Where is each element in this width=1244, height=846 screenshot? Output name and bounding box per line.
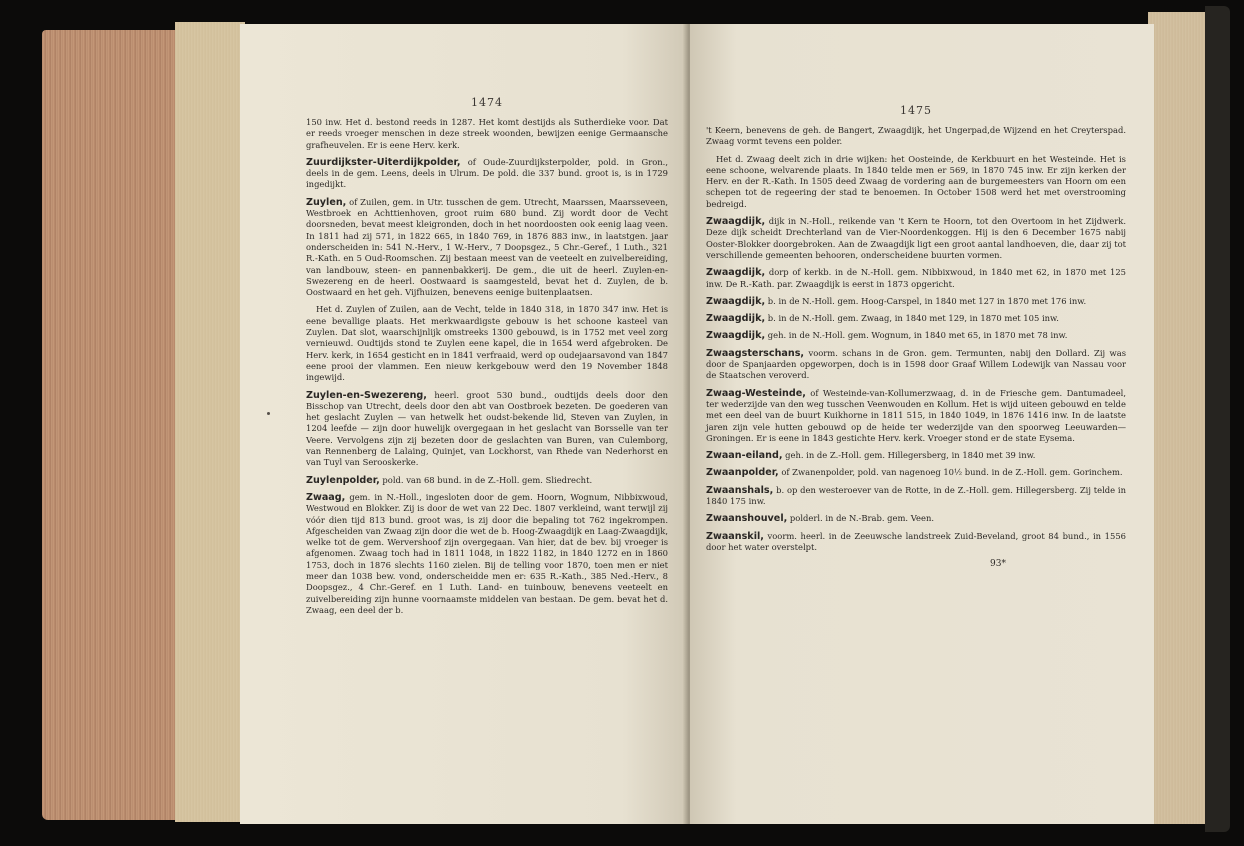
entry-headword: Zwaagsterschans, <box>706 347 805 359</box>
entry-text: voorm. heerl. in de Zeeuwsche landstreek Zuid-Beveland, groot 84 bund., in 1556 door het water overstelpt. <box>706 530 1126 552</box>
dictionary-entry <box>706 388 1126 444</box>
page-mark <box>267 412 270 415</box>
dictionary-entry <box>706 450 1126 461</box>
dictionary-entry <box>306 117 668 151</box>
book-cover-right <box>1205 6 1230 832</box>
entry-text: geh. in de Z.-Holl. gem. Hillegersberg, in 1840 met 39 inw. <box>782 450 1036 461</box>
entry-headword: Zwaagdijk, <box>706 313 766 325</box>
dictionary-entry <box>306 492 668 616</box>
page-number: 1474 <box>471 96 503 109</box>
dictionary-entry <box>706 485 1126 508</box>
entry-headword: Zwaanskil, <box>706 530 764 542</box>
entry-headword: Zwaag-Westeinde, <box>706 387 806 399</box>
entry-text: of Oude-Zuurdijksterpolder, pold. in Gron., deels in de gem. Leens, deels in Ulrum. De pold. die 337 bund. groot is, is in 1729 ingedijkt. <box>306 156 668 190</box>
entry-headword: Zwaan-eiland, <box>706 450 783 462</box>
page-stack-left <box>175 22 245 822</box>
entry-text: of Zuilen, gem. in Utr. tusschen de gem. Utrecht, Maarssen, Maarsseveen, Westbroek en Achttienhoven, groot ruim 680 bund. Zij wordt door de Vecht doorsneden, bevat meest kleigronden, doch in het noordoosten ook eenig laag veen. In 1811 had zij 571, in 1822 665, in 1840 769, in 1876 883 inw., in laatstgen. jaar onderscheiden in: 541 N.-Herv., 1 W.-Herv., 7 Doopsgez., 5 Chr.-Geref., 1 Luth., 321 R.-Kath. en 5 Oud-Roomschen. Zij bestaan meest van de veeteelt en zuivelbereiding, van landbouw, steen- en pannenbakkerij. De gem., die uit de heerl. Zuylen-en-Swezereng en de heerl. Oostwaard is saamgesteld, bevat het d. Zuylen, de b. Oostwaard en het geh. Vijfhuizen, benevens eenige buitenplaatsen. <box>306 196 668 298</box>
entry-list <box>706 125 1126 553</box>
entry-headword: Zwaanshouvel, <box>706 513 788 525</box>
entry-text: dorp of kerkb. in de N.-Holl. gem. Nibbixwoud, in 1840 met 62, in 1870 met 125 inw. De R.-Kath. par. Zwaagdijk is eerst in 1873 opgericht. <box>706 267 1126 289</box>
dictionary-entry <box>706 125 1126 148</box>
entry-text: heerl. groot 530 bund., oudtijds deels door den Bisschop van Utrecht, deels door den abt van Oostbroek bezeten. De goederen van het geslacht Zuylen — van hetwelk het oudst-bekende lid, Steven van Zuylen, in 1204 leefde — zijn door huwelijk overgegaan in het geslacht van Borsselle van ter Veere. Vervolgens zijn zij bezeten door de geslachten van Buren, van Culemborg, van Rennenberg de Lalaing, Quinjet, van Lockhorst, van Rhede van Nederhorst en van Tuyl van Serooskerke. <box>306 389 668 468</box>
dictionary-entry <box>306 475 668 486</box>
entry-text: of Zwanenpolder, pold. van nagenoeg 10½ bund. in de Z.-Holl. gem. Gorinchem. <box>778 467 1123 478</box>
dictionary-entry <box>306 197 668 299</box>
dictionary-entry <box>706 267 1126 290</box>
dictionary-entry <box>306 157 668 191</box>
signature-mark: 93* <box>990 559 1006 570</box>
entry-text: pold. van 68 bund. in de Z.-Holl. gem. Sliedrecht. <box>379 474 593 485</box>
dictionary-entry <box>706 467 1126 478</box>
left-page <box>240 24 690 824</box>
entry-text: of Westeinde-van-Kollumerzwaag, d. in de Friesche gem. Dantumadeel, ter wederzijde van den weg tusschen Veenwouden en Kollum. Het is wijd uiteen gebouwd en telde met een deel van de buurt Kuikhorne in 1811 515, in 1840 1049, in 1876 1416 inw. In de laatste jaren zijn vele hutten gebouwd op de heide ter wederzijde van den spoorweg Leeuwarden—Groningen. Er is eene in 1843 gestichte Herv. kerk. Vroeger stond er de state Eysema. <box>706 387 1126 443</box>
dictionary-entry <box>706 154 1126 210</box>
dictionary-entry <box>706 330 1126 341</box>
entry-text: voorm. schans in de Gron. gem. Termunten, nabij den Dollard. Zij was door de Spanjaarden opgeworpen, doch is in 1598 door Graaf Willem Lodewijk van Nassau voor de Staatschen veroverd. <box>706 347 1126 381</box>
dictionary-entry <box>706 313 1126 324</box>
entry-headword: Zwaagdijk, <box>706 267 766 279</box>
entry-headword: Zwaanshals, <box>706 484 774 496</box>
dictionary-entry <box>706 531 1126 554</box>
entry-text: b. in de N.-Holl. gem. Hoog-Carspel, in 1840 met 127 in 1870 met 176 inw. <box>765 295 1087 306</box>
entry-text: b. in de N.-Holl. gem. Zwaag, in 1840 met 129, in 1870 met 105 inw. <box>765 313 1059 324</box>
dictionary-entry <box>706 513 1126 524</box>
dictionary-entry <box>306 304 668 383</box>
entry-headword: Zwaanpolder, <box>706 467 779 479</box>
dictionary-entry <box>706 296 1126 307</box>
entry-text: Het d. Zwaag deelt zich in drie wijken: het Oosteinde, de Kerkbuurt en het Westeinde. Het is eene schoone, welvarende plaats. In 1840 telde men er 569, in 1870 745 inw. Er zijn kerken der Herv. en der R.-Kath. In 1505 deed Zwaag de vordering aan de burgemeesters van Hoorn om een schepen tot de regeering der stad te benoemen. In October 1508 werd het met overstrooming bedreigd. <box>706 153 1126 209</box>
entry-headword: Zuylenpolder, <box>306 474 380 486</box>
entry-text: b. op den westeroever van de Rotte, in de Z.-Holl. gem. Hillegersberg. Zij telde in 1840 175 inw. <box>706 484 1126 507</box>
entry-text: geh. in de N.-Holl. gem. Wognum, in 1840 met 65, in 1870 met 78 inw. <box>765 330 1068 341</box>
entry-text: dijk in N.-Holl., reikende van 't Kern te Hoorn, tot den Overtoom in het Zijdwerk. Deze dijk scheidt Drechterland van de Vier-Noordenkoggen. Hij is den 6 December 1675 nabij Ooster-Blokker doorgebroken. Aan de Zwaagdijk ligt een groot aantal landhoeven, die, daar zij tot verschillende gemeenten behooren, onderscheidene buurten vormen. <box>706 216 1126 260</box>
right-page <box>690 24 1154 824</box>
entry-headword: Zwaagdijk, <box>706 216 766 228</box>
entry-text: polderl. in de N.-Brab. gem. Veen. <box>787 513 934 524</box>
entry-headword: Zwaagdijk, <box>706 295 766 307</box>
dictionary-entry <box>706 348 1126 382</box>
entry-list <box>306 117 668 616</box>
dictionary-entry <box>706 216 1126 261</box>
entry-headword: Zuylen-en-Swezereng, <box>306 389 427 401</box>
entry-headword: Zuurdijkster-Uiterdijkpolder, <box>306 156 461 168</box>
entry-text: Het d. Zuylen of Zuilen, aan de Vecht, telde in 1840 318, in 1870 347 inw. Het is eene bevallige plaats. Het merkwaardigste gebouw is het schoone kasteel van Zuylen. Dat slot, waarschijnlijk omstreeks 1300 gebouwd, is in 1752 met veel zorg vernieuwd. Oudtijds stond te Zuylen eene kapel, die in 1654 werd afgebroken. De Herv. kerk, in 1654 gesticht en in 1841 verfraaid, werd op oudejaarsavond van 1847 eene prooi der vlammen. Een nieuw kerkgebouw werd den 19 November 1848 ingewijd. <box>306 304 668 383</box>
entry-headword: Zwaag, <box>306 491 346 503</box>
entry-headword: Zwaagdijk, <box>706 330 766 342</box>
entry-text: 150 inw. Het d. bestond reeds in 1287. Het komt destijds als Sutherdieke voor. Dat er reeds vroeger menschen in deze streek woonden, bewijzen eenige Germaansche grafheuvelen. Er is eene Herv. kerk. <box>306 117 668 150</box>
dictionary-entry <box>306 390 668 469</box>
entry-headword: Zuylen, <box>306 196 347 208</box>
entry-text: gem. in N.-Holl., ingesloten door de gem. Hoorn, Wognum, Nibbixwoud, Westwoud en Blokker. Zij is door de wet van 22 Dec. 1807 verkleind, want terwijl zij vóór dien tijd 813 bund. groot was, is zij door die bepaling tot 762 ingekrompen. Afgescheiden van Zwaag zijn door die wet de b. Hoog-Zwaagdijk en Laag-Zwaagdijk, welke tot de gem. Wervershoof zijn overgegaan. Van hier, dat de bev. bij vroeger is afgenomen. Zwaag toch had in 1811 1048, in 1822 1182, in 1840 1272 en in 1860 1753, doch in 1876 slechts 1160 zielen. Bij de telling voor 1870, toen men er niet meer dan 1038 bew. vond, onderscheidde men er: 635 R.-Kath., 385 Ned.-Herv., 8 Doopsgez., 4 Chr.-Geref. en 1 Luth. Land- en tuinbouw, benevens veeteelt en zuivelbereiding zijn hunne voornaamste middelen van bestaan. De gem. bevat het d. Zwaag, een deel der b. <box>306 491 668 615</box>
entry-text: 't Keern, benevens de geh. de Bangert, Zwaagdijk, het Ungerpad,de Wijzend en het Creyterspad. Zwaag vormt tevens een polder. <box>706 125 1126 147</box>
page-number: 1475 <box>900 104 932 117</box>
